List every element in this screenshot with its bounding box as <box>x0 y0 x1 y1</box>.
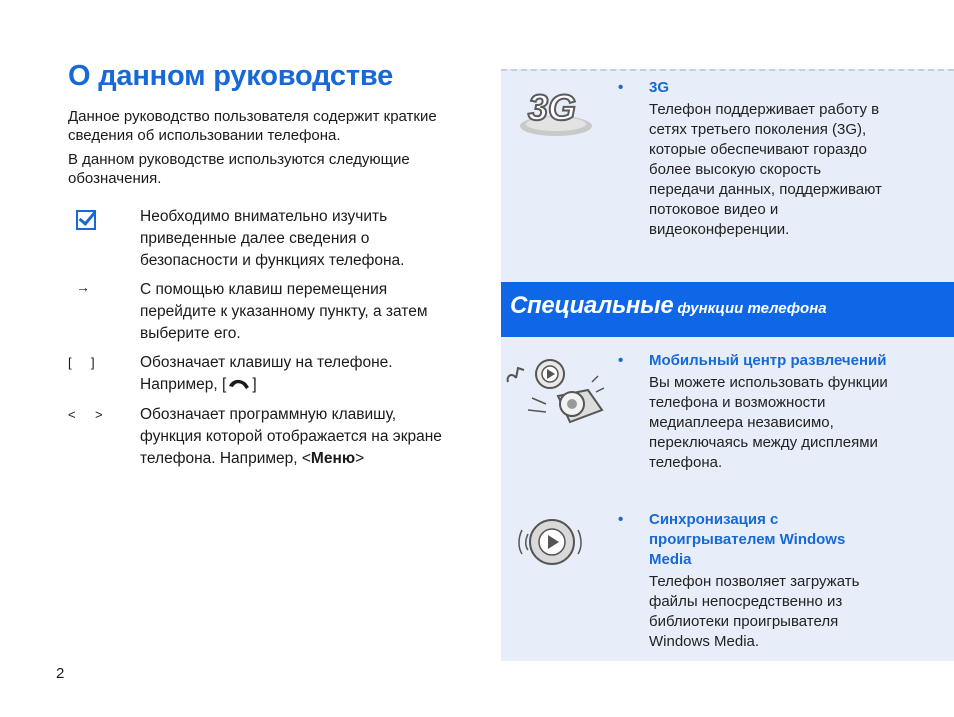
feature-description: Телефон позволяет загружать файлы непосредственно из библиотеки проигрывателя Windows Media. <box>649 573 860 650</box>
feature-3g <box>618 78 888 240</box>
convention-text-before: Обозначает клавишу на телефоне. Например, [ <box>140 354 393 393</box>
convention-text-after: ] <box>252 376 257 393</box>
panel-top-divider <box>501 69 954 71</box>
feature-media-center <box>618 351 888 473</box>
banner-subtitle: функции телефона <box>677 300 827 317</box>
intro-paragraph-1: Данное руководство пользователя содержит краткие сведения об использовании телефона. <box>68 108 437 144</box>
intro-paragraph-2: В данном руководстве используются следующие обозначения. <box>68 151 410 187</box>
bullet: • <box>618 352 624 369</box>
feature-description: Вы можете использовать функции телефона и возможности медиаплеера независимо, переключаясь между дисплеями телефона. <box>649 374 888 471</box>
feature-wmp-sync <box>618 510 888 652</box>
convention-text <box>140 352 460 396</box>
feature-title: 3G <box>649 79 670 96</box>
convention-text: Необходимо внимательно изучить приведенные далее сведения о безопасности и функциях телефона. <box>140 208 405 269</box>
bullet: • <box>618 79 624 96</box>
convention-text-before: Обозначает программную клавишу, функция которой отображается на экране телефона. Например, < <box>140 406 442 467</box>
angle-brackets-symbol: < > <box>68 407 104 422</box>
3g-icon <box>516 80 596 140</box>
convention-text-after: > <box>355 450 365 467</box>
3g-icon-label: 3G <box>528 87 577 128</box>
feature-description: Телефон поддерживает работу в сетях третьего поколения (3G), которые обеспечивают гораздо более высокую скорость передачи данных, поддерживают потоковое видео и видеоконференции. <box>649 101 882 238</box>
call-key-icon <box>226 377 252 391</box>
convention-text: С помощью клавиш перемещения перейдите к указанному пункту, а затем выберите его. <box>140 281 428 342</box>
page-number: 2 <box>56 665 65 682</box>
page-title: О данном руководстве <box>68 60 394 92</box>
feature-title: Синхронизация с проигрывателем Windows Media <box>649 511 846 568</box>
media-player-sync-icon <box>516 512 586 572</box>
feature-title: Мобильный центр развлечений <box>649 352 887 369</box>
bullet: • <box>618 511 624 528</box>
square-brackets-symbol: [ ] <box>68 355 96 370</box>
left-column <box>68 60 468 193</box>
softkey-example: Меню <box>310 450 356 467</box>
convention-text <box>140 404 460 470</box>
checkbox-icon <box>76 210 96 230</box>
banner-title: Специальные <box>510 292 674 319</box>
media-center-icon <box>502 352 612 438</box>
right-arrow-icon: → <box>76 279 90 295</box>
special-features-banner <box>501 282 954 337</box>
